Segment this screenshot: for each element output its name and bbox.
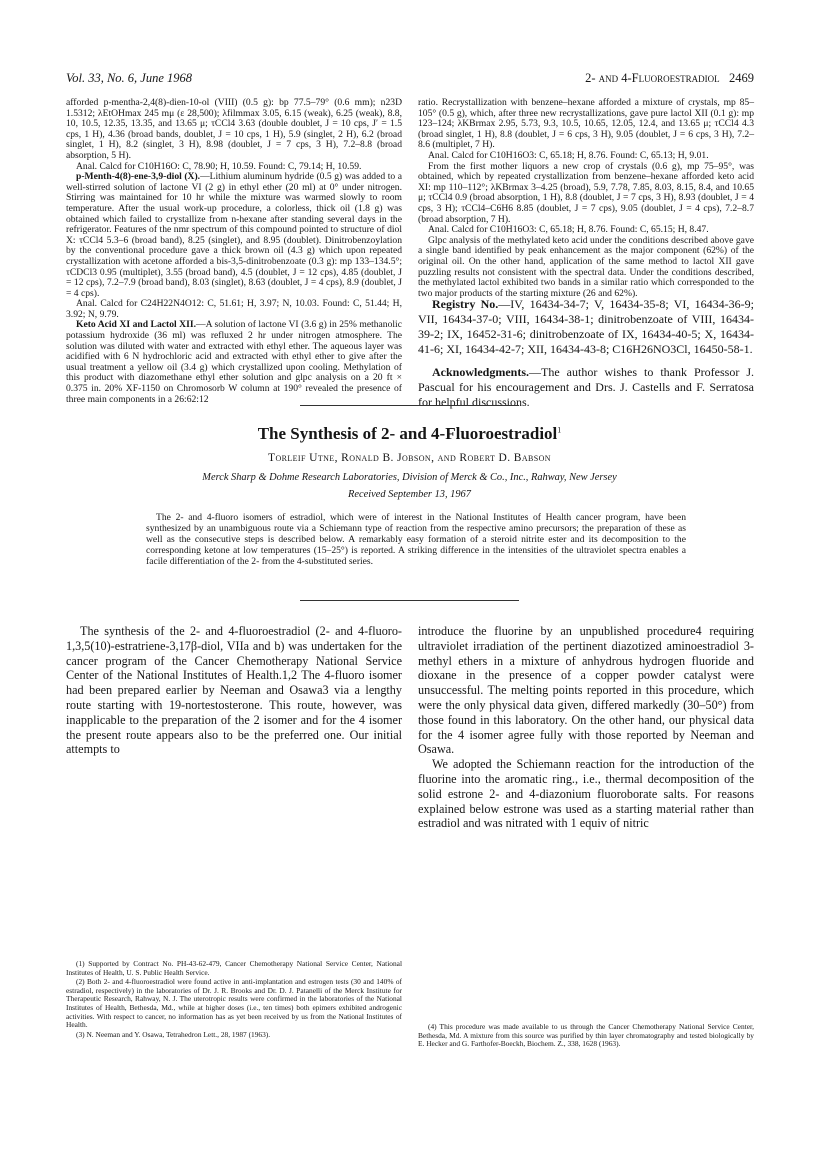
affiliation: Merck Sharp & Dohme Research Laboratories, Division of Merck & Co., Inc., Rahway, New Jersey [202, 472, 617, 483]
abstract-divider [300, 600, 519, 601]
experimental-left-column [66, 98, 402, 405]
analysis-paragraph: Anal. Calcd for C10H16O3: C, 65.18; H, 8.76. Found: C, 65.13; H, 9.01. [428, 149, 709, 161]
analysis-paragraph: Anal. Calcd for C10H16O: C, 78.90; H, 10.59. Found: C, 79.14; H, 10.59. [76, 160, 362, 172]
experimental-right-column [418, 98, 754, 299]
paragraph: ratio. Recrystallization with benzene–hexane afforded a mixture of crystals, mp 85–105° (0.5 g), which, after three new recrystallizations, gave pure lactol XII (0.1 g): mp 123–124; λKBrmax 2.95, 5.73, 9.3, 10.5, 10.65, 12.05, 12.4, and 13.65 μ; τCCl4 4.3 (broad singlet, 1 H), 8.8 (doublet, J = 6 cps, 3 H), 9.05 (doublet, J = 6 cps, 3 H), 7.2–8.6 (multiplet, 7 H). [418, 97, 754, 151]
body-left-column [66, 624, 402, 757]
registry-heading: Registry No. [432, 297, 499, 311]
footnote: (2) Both 2- and 4-fluoroestradiol were found active in anti-implantation and estrogen tests (30 and 140% of estradiol, respectively) in the laboratories of Dr. J. R. Brooks and Dr. D. J. Patanelli of the Merck Institute for Therapeutic Research, Rahway, N. J. The uterotropic results were confirmed in the laboratories of the National Institutes of Health, Bethesda, Md., while at higher doses (i.e., ten times) both epimers exhibited androgenic activities. With respect to cancer, no information has as yet been received by us from the National Institutes of Health. [66, 977, 402, 1030]
body-paragraph: We adopted the Schiemann reaction for the introduction of the fluorine into the aromatic ring., i.e., thermal decomposition of the solid estrone 2- and 4-diazonium fluoroborate salts. For reasons explained below estrone was used as a starting material rather than estradiol and was nitrated with 1 equiv of nitric [418, 757, 754, 831]
footnote: (4) This procedure was made available to us through the Cancer Chemotherapy National Service Center, Bethesda, Md. A mixture from this source was purified by thin layer chromatography and tested biologically by E. Hecker and G. Farthofer-Boeckh, Biochem. Z., 338, 1628 (1963). [418, 1022, 754, 1049]
section-heading: p-Menth-4(8)-ene-3,9-diol (X). [76, 171, 201, 183]
running-head [585, 71, 754, 86]
abstract-text: The 2- and 4-fluoro isomers of estradiol, which were of interest in the National Institutes of Health cancer program, have been synthesized by an unambiguous route via a Schiemann type of reaction from the respective amino precursors; the preparation of these as well as the consecutive steps is described below. A remarkably easy formation of a steroid nitrite ester and its decomposition to the corresponding ketone at low temperatures (15–25°) is reported. A striking difference in the intensities of the ultraviolet spectra enables a facile differentiation of the 2- from the 4-substituted series. [146, 512, 686, 567]
registry-numbers: Registry No.—IV, 16434-34-7; V, 16434-35-8; VI, 16434-36-9; VII, 16434-37-0; VIII, 16434-38-1; dinitrobenzoate of VIII, 16434-39-2; IX, 16452-31-6; dinitrobenzoate of IX, 16434-40-5; X, 16434-41-6; XI, 16434-42-7; XII, 16434-43-8; C16H26NO3Cl, 16450-58-1. [418, 297, 754, 356]
footnote: (3) N. Neeman and Y. Osawa, Tetrahedron Lett., 28, 1987 (1963). [76, 1029, 271, 1039]
section-divider [300, 405, 519, 406]
section-heading: Keto Acid XI and Lactol XII. [76, 319, 196, 331]
acknowledgments-heading: Acknowledgments. [432, 365, 530, 379]
footnotes-left [66, 960, 402, 1040]
page-number: 2469 [729, 71, 754, 85]
received-date: Received September 13, 1967 [348, 489, 471, 500]
body-paragraph: The synthesis of the 2- and 4-fluoroestradiol (2- and 4-fluoro-1,3,5(10)-estratriene-3,17β-diol, VIIa and b) was undertaken for the cancer program of the Cancer Chemotherapy National Service Center of the National Institutes of Health.1,2 The 4-fluoro isomer had been prepared earlier by Neeman and Osawa3 via a lengthy route starting with 19-nortestosterone. This route, however, was inapplicable to the preparation of the 2 isomer and for the 4 isomer the present route appears also to be the preferred one. Our initial attempts to [66, 624, 402, 757]
page-header [66, 71, 754, 85]
article-title: The Synthesis of 2- and 4-Fluoroestradiol$^1$ [257, 424, 562, 443]
footnotes-right [418, 1023, 754, 1050]
analysis-paragraph: Anal. Calcd for C24H22N4O12: C, 51.61; H, 3.97; N, 10.03. Found: C, 51.44; H, 3.92; N, 9.79. [66, 298, 402, 320]
analysis-paragraph: Anal. Calcd for C10H16O3: C, 65.18; H, 8.76. Found: C, 65.15; H, 8.47. [428, 224, 709, 236]
body-right-column [418, 624, 754, 831]
abstract [146, 512, 686, 567]
body-paragraph: introduce the fluorine by an unpublished procedure4 requiring ultraviolet irradiation of the pertinent diazotized aminoestradiol 3-methyl ethers in a mixture of anhydrous hydrogen fluoride and dioxane in the presence of a copper powder catalyst were unsuccessful. The melting points reported in this procedure, which were the only physical data given, differed markedly (30–50°) from those found in this laboratory. On the other hand, our physical data for the 4 isomer agree fully with those reported by Neeman and Osawa. [418, 624, 754, 757]
paragraph: p-Menth-4(8)-ene-3,9-diol (X).—Lithium aluminum hydride (0.5 g) was added to a well-stirred solution of lactone VI (2 g) in ethyl ether (20 ml) at 0° under nitrogen. Stirring was maintained for 10 hr while the mixture was warmed slowly to room temperature. After the usual work-up procedure, a colorless, thick oil (1.8 g) was obtained which failed to crystallize from n-hexane after standing several days in the refrigerator. Features of the nmr spectrum of this compound pointed to structure of diol X: τCCl4 5.3–6 (broad band), 8.25 (singlet), and 8.95 (doublet). Dinitrobenzoylation by the conventional procedure gave a thick brown oil (4.3 g) which upon repeated crystallization with acetone afforded a bis-3,5-dinitrobenzoate (0.3 g): mp 133–134.5°; τCDCl3 0.95 (multiplet), 3.55 (broad band), 4.5 (doublet, J = 12 cps), 4.85 (doublet, J = 12 cps), 7.2–7.9 (broad band), 8.03 (singlet), 8.63 (doublet, J = 4 cps), 8.9 (doublet, J = 4 cps). [66, 171, 402, 299]
footnote: (1) Supported by Contract No. PH-43-62-479, Cancer Chemotherapy National Service Center, National Institutes of Health, U. S. Public Health Service. [66, 959, 402, 977]
journal-citation: Vol. 33, No. 6, June 1968 [66, 71, 193, 85]
acknowledgments: Acknowledgments.—The author wishes to thank Professor J. Pascual for his encouragement and Drs. J. Castells and F. Serratosa for helpful discussions. [418, 365, 754, 409]
author-list: Torleif Utne, Ronald B. Jobson, and Robert D. Babson [268, 452, 551, 464]
registry-and-acknowledgments [418, 297, 754, 418]
title-footnote-marker: 1 [557, 425, 562, 435]
paragraph: afforded p-mentha-2,4(8)-dien-10-ol (VIII) (0.5 g): bp 77.5–79° (0.6 mm); n23D 1.5312; λEtOHmax 245 mμ (ε 28,500); λfilmmax 3.05, 6.15 (weak), 6.25 (weak), 8.8, 10, 10.5, 12.35, 13.35, and 13.65 μ; τCCl4 3.63 (double doublet, J = 10 cps, J′ = 1.5 cps, 1 H), 4.36 (broad bands, doublet, J = 10 cps, 1 H), 5.9 (singlet, 2 H), 6.2 (broad singlet, 1 H), 8.2 (singlet, 3 H), 8.98 (doublet, J = 7 cps, 3 H), 7.2–8.8 (broad absorption, 5 H). [66, 97, 402, 161]
paragraph: From the first mother liquors a new crop of crystals (0.6 g), mp 75–95°, was obtained, which by repeated crystallization from benzene–hexane afforded keto acid XI: mp 110–112°; λKBrmax 3–4.25 (broad), 5.9, 7.78, 7.85, 8.03, 8.15, 8.4, and 10.65 μ; τCCl4 0.9 (broad absorption, 1 H), 8.8 (doublet, J = 7 cps, 3 H), 8.93 (doublet, J = 4 cps, 3 H); τCCl4–C6H6 8.85 (doublet, J = 7 cps), 9.05 (doublet, J = 4 cps), 7.2–8.7 (broad absorption, 7 H). [418, 160, 754, 225]
running-title: 2- and 4-Fluoroestradiol [585, 71, 720, 85]
paragraph: Glpc analysis of the methylated keto acid under the conditions described above gave a single band identified by peak enhancement as the major component (62%) of the original oil. On the other hand, application of the same method to lactol XII gave puzzling results not consistent with the spectral data. Under the conditions described, the methylated lactol exhibited two bands in a similar ratio which corresponded to the two major products of the starting mixture (26 and 62%). [418, 234, 754, 299]
paragraph: Keto Acid XI and Lactol XII.—A solution of lactone VI (3.6 g) in 25% methanolic potassium hydroxide (36 ml) was refluxed 2 hr under nitrogen atmosphere. The solution was diluted with water and extracted with ethyl ether. The aqueous layer was acidified with 6 N hydrochloric acid and extracted with ethyl ether to give after the usual treatment a yellow oil (3.4 g) which crystallized upon cooling. Methylation of this product with diazomethane ethyl ether solution and glpc analysis on a 20 ft × 0.375 in. 20% XF-1150 on Chromosorb W column at 190° revealed the presence of three main components in a 26:62:12 [66, 319, 402, 405]
